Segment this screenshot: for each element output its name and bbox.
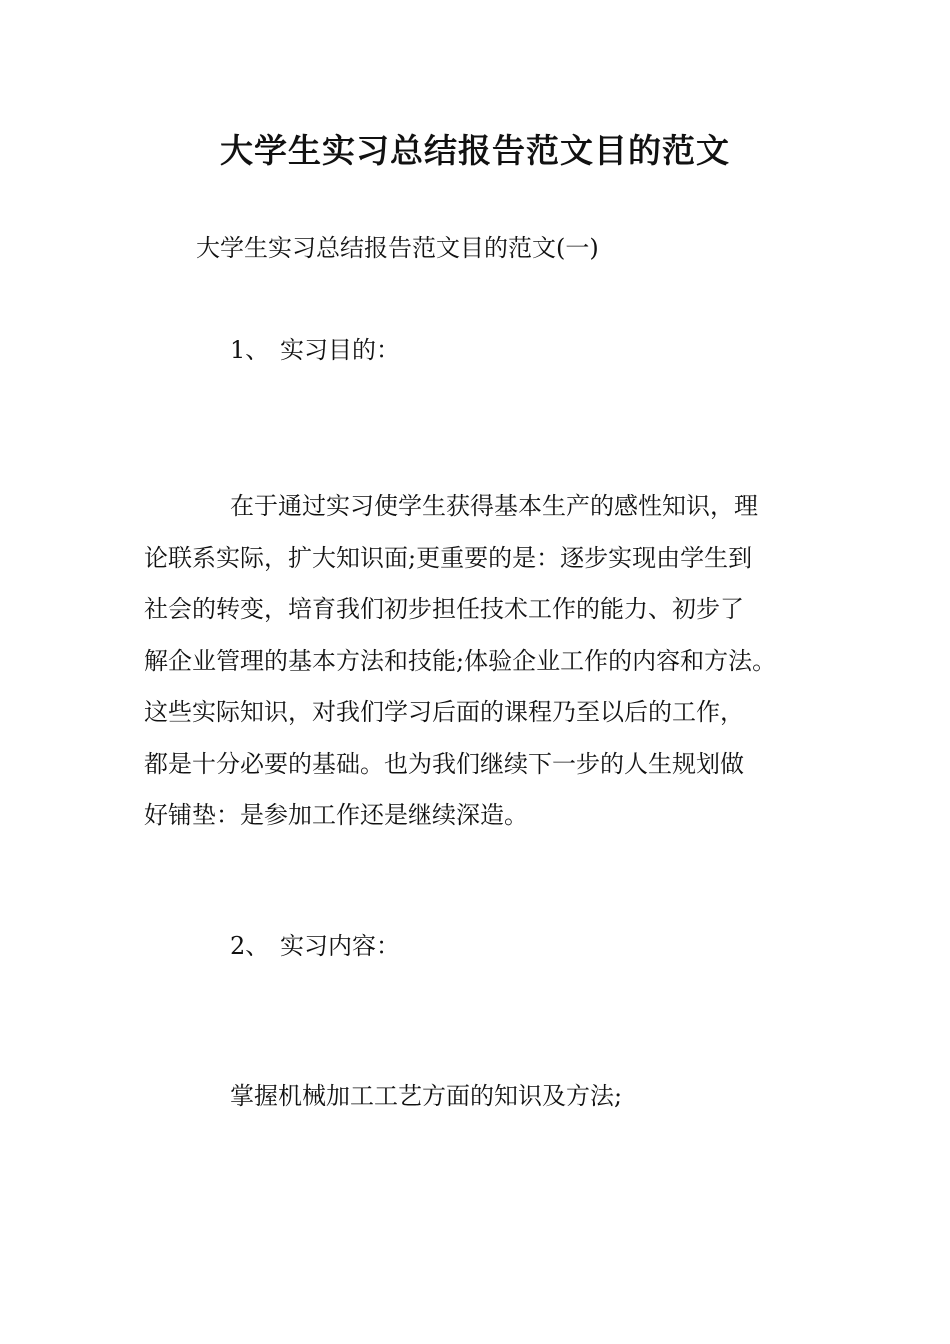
section-1-number: 1、 (230, 336, 270, 364)
paragraph-line: 解企业管理的基本方法和技能;体验企业工作的内容和方法。 (144, 646, 777, 675)
paragraph-line: 社会的转变，培育我们初步担任技术工作的能力、初步了 (144, 595, 744, 623)
paragraph-line: 在于通过实习使学生获得基本生产的感性知识，理 (230, 492, 758, 520)
paragraph-line: 这些实际知识，对我们学习后面的课程乃至以后的工作， (144, 698, 744, 726)
section-1-paragraph (144, 481, 844, 842)
section-1-heading (230, 332, 400, 368)
paragraph-line: 都是十分必要的基础。也为我们继续下一步的人生规划做 (144, 749, 744, 778)
section-2-heading (230, 928, 400, 964)
document-subtitle: 大学生实习总结报告范文目的范文(一) (196, 234, 599, 262)
section-2-title: 实习内容： (280, 932, 400, 960)
section-2-item: 掌握机械加工工艺方面的知识及方法; (230, 1082, 623, 1110)
paragraph-line: 好铺垫：是参加工作还是继续深造。 (144, 801, 528, 829)
paragraph-line: 论联系实际，扩大知识面;更重要的是：逐步实现由学生到 (144, 543, 753, 572)
section-2-number: 2、 (230, 932, 270, 960)
document-title: 大学生实习总结报告范文目的范文 (220, 131, 730, 170)
section-1-title: 实习目的： (280, 336, 400, 364)
